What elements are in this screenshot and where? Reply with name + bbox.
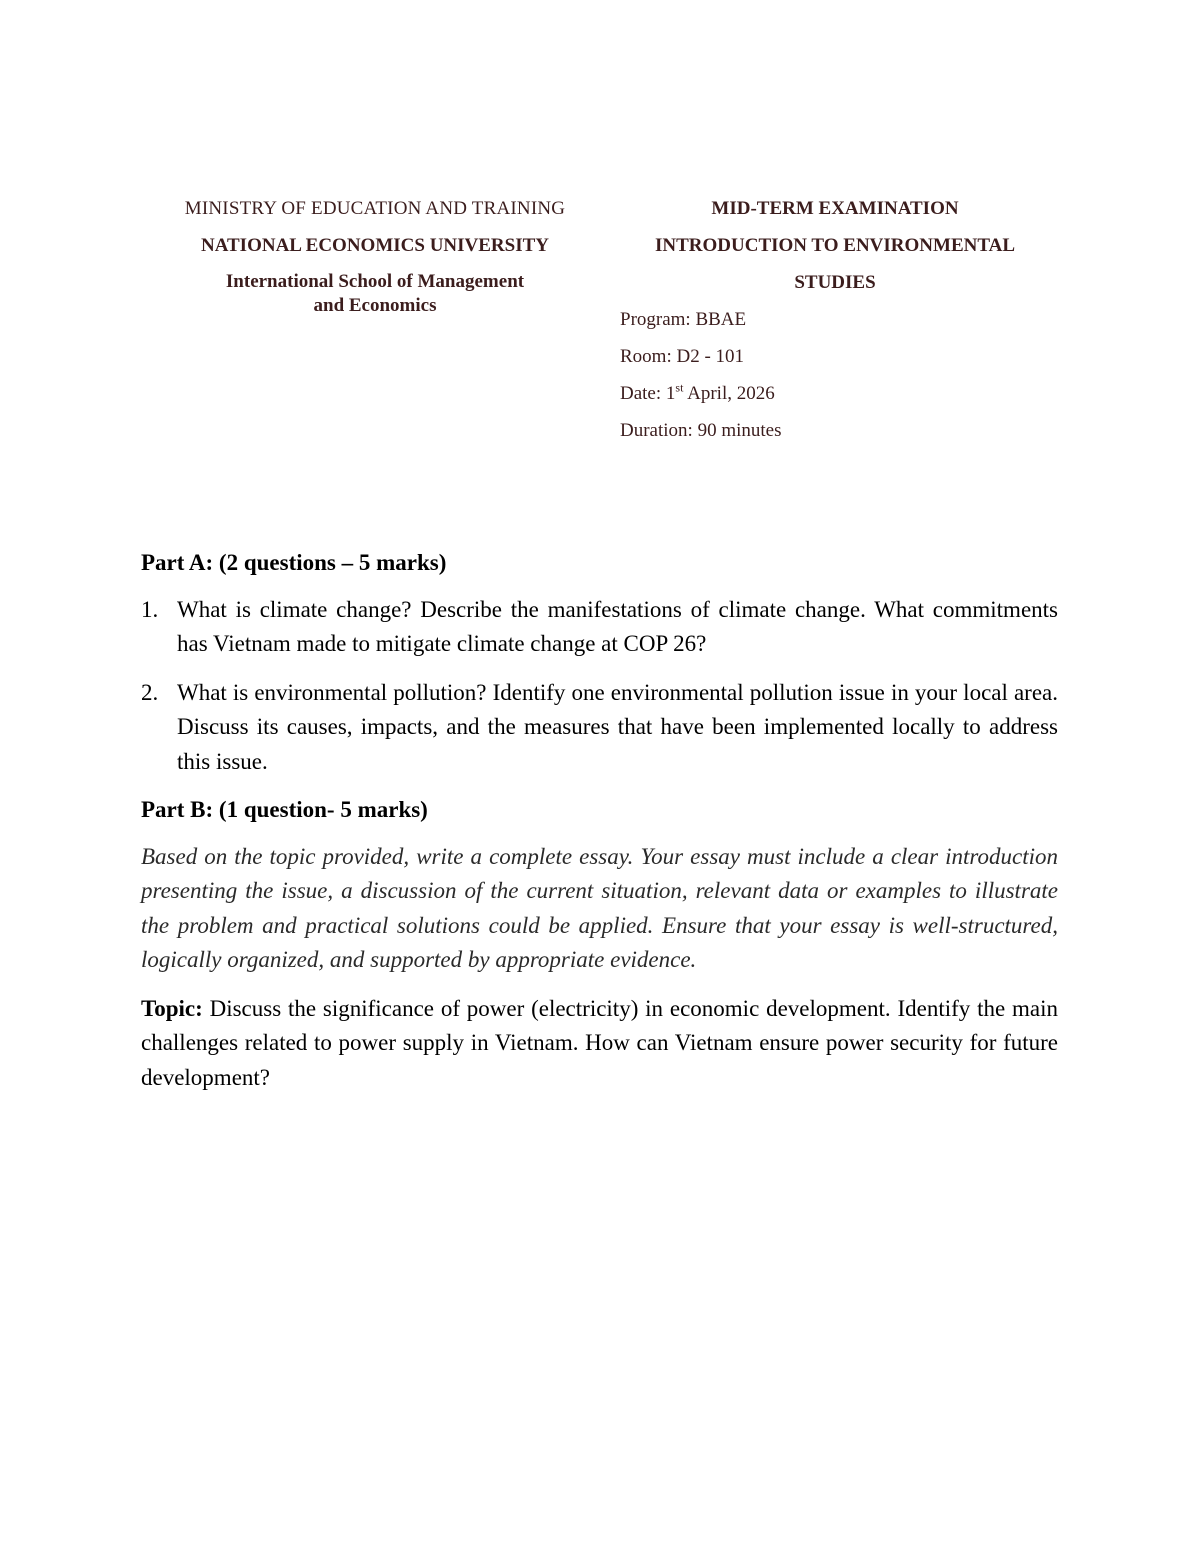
date-ordinal: st [675, 380, 684, 395]
exam-title: MID-TERM EXAMINATION [711, 198, 959, 219]
date-suffix: April, 2026 [683, 383, 775, 404]
essay-instructions: Based on the topic provided, write a complete essay. Your essay must include a clear introduction presenting the issue, a discussion of the current situation, relevant data or examples to illustrate the problem and practical solutions could be applied. Ensure that your essay is well-structured, logically organized, and supported by appropriate evidence. [141, 843, 1058, 972]
part-a-questions [141, 593, 1058, 780]
essay-topic [141, 992, 1058, 1096]
question-number: 2. [141, 679, 159, 705]
program-info: Program: BBAE [620, 309, 747, 330]
header-right [600, 196, 1070, 455]
part-a-details: (2 questions – 5 marks) [213, 550, 447, 575]
date-prefix: Date: 1 [620, 383, 676, 404]
exam-content [141, 546, 1058, 1095]
school-name [140, 270, 610, 318]
topic-label: Topic: [141, 995, 203, 1021]
header-left [140, 196, 610, 318]
course-title-line1: INTRODUCTION TO ENVIRONMENTAL [655, 235, 1015, 256]
school-name-line1: International School of Management [225, 271, 525, 292]
duration-info: Duration: 90 minutes [620, 420, 782, 441]
part-b-title [141, 793, 1058, 828]
question-text: What is environmental pollution? Identify one environmental pollution issue in your local area. Discuss its causes, impacts, and the measures that have been implemented locally to address this issue. [177, 679, 1058, 774]
part-b-label: Part B: [141, 797, 214, 822]
question-text: What is climate change? Describe the manifestations of climate change. What commitments has Vietnam made to mitigate climate change at COP 26? [177, 596, 1058, 656]
university-name: NATIONAL ECONOMICS UNIVERSITY [200, 235, 550, 256]
school-name-line2: and Economics [313, 295, 437, 316]
topic-text: Discuss the significance of power (electricity) in economic development. Identify the main challenges related to power supply in Vietnam. How can Vietnam ensure power security for future development? [141, 995, 1058, 1090]
date-info [620, 381, 1070, 407]
question-number: 1. [141, 596, 159, 622]
room-info: Room: D2 - 101 [620, 346, 745, 367]
course-title-line2: STUDIES [794, 272, 876, 293]
part-a-label: Part A: [141, 550, 214, 575]
part-b-details: (1 question- 5 marks) [213, 797, 428, 822]
part-a-title [141, 546, 1058, 581]
question-item [141, 593, 1058, 662]
question-item [141, 676, 1058, 780]
ministry-name: MINISTRY OF EDUCATION AND TRAINING [184, 198, 566, 219]
